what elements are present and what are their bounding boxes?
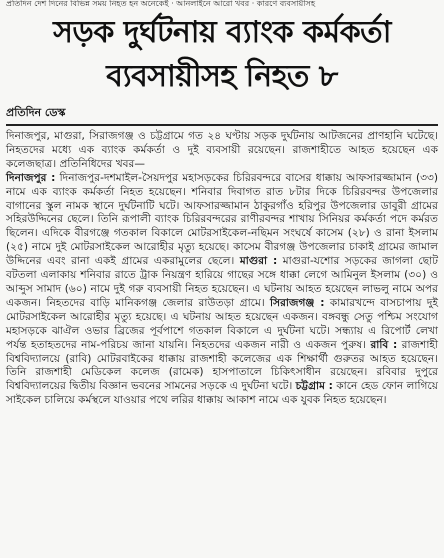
- article-paragraph: [6, 172, 438, 408]
- location-dateline: রাবি :: [370, 338, 398, 351]
- byline: প্রতিদিন ডেস্ক: [6, 106, 66, 119]
- byline-divider: [6, 124, 438, 126]
- cut-off-previous-article-text: প্রতিদিন দেশ দিনের বিভিন্ন সময় নিহত হন অনেকেই · আনলাইনে আরো খবর · কারণে ব্যবসায়ীসহ: [6, 0, 316, 8]
- paragraph-text: কামারখন্দে বাসচাপায় দুই মোটরসাইকেল আরোহীর মৃত্যু হয়েছে। এ ঘটনায় আহত হয়েছেন একজন। বঙ্গবন্ধু সেতু পশ্চিম সংযোগ মহাসড়কে ঝাঐল ওভার ব্রিজের পূর্বপাশে গতকাল বিকালে এ দুর্ঘটনা ঘটে। সন্ধ্যায় এ রিপোর্ট লেখা পর্যন্ত হতাহতদের নাম-পরিচয় জানা যায়নি। নিহতদের একজন নারী ও একজন পুরুষ।: [6, 296, 439, 351]
- location-dateline: মাগুরা :: [239, 255, 278, 268]
- headline-line-1: সড়ক দুর্ঘটনায় ব্যাংক কর্মকর্তা: [53, 15, 391, 50]
- paragraph-text: রাজশাহী বিশ্ববিদ্যালয়ে (রাবি) মোটরবাইকের ধাক্কায় রাজশাহী কলেজের এক শিক্ষার্থী গুরুতর আহত হয়েছেন। তিনি রাজশাহী মেডিকেল কলেজ (রামেক) হাসপাতালে চিকিৎসাধীন রয়েছেন। রবিবার দুপুরে বিশ্ববিদ্যালয়ের দ্বিতীয় বিজ্ঞান ভবনের সামনের সড়কে এ দুর্ঘটনা ঘটে।: [6, 338, 438, 393]
- paragraph-text: মাগুরা-যশোর সড়কের জাগলা ছোট বটতলা এলাকায় শনিবার রাতে ট্রাক নিয়ন্ত্রণ হারিয়ে গাছের সঙ্গে ধাক্কা লেগে আমিনুল ইসলাম (৩০) ও আব্দুস সামাদ (৬০) নামে দুই গরু ব্যবসায়ী নিহত হয়েছেন। এ ঘটনায় আহত হয়েছেন লাভলু নামে অপর একজন। নিহতদের বাড়ি মানিকগঞ্জ জেলার রাউতড়া গ্রামে।: [6, 255, 438, 309]
- location-dateline: সিরাজগঞ্জ :: [270, 296, 325, 309]
- location-dateline: চট্টগ্রাম :: [295, 380, 333, 393]
- headline-line-2: ব্যবসায়ীসহ নিহত ৮: [106, 59, 338, 94]
- paragraph-text: দিনাজপুর, মাগুরা, সিরাজগঞ্জ ও চট্টগ্রামে গত ২৪ ঘণ্টায় সড়ক দুর্ঘটনায় আটজনের প্রাণহানি ঘটেছে। নিহতদের মধ্যে এক ব্যাংক কর্মকর্তা ও দুই ব্যবসায়ী রয়েছেন। রাজশাহীতে আহত হয়েছেন এক কলেজছাত্র। প্রতিনিধিদের খবর—: [6, 130, 438, 170]
- location-dateline: দিনাজপুর :: [6, 171, 56, 184]
- article-body: [6, 130, 438, 408]
- paragraph-text: কানে হেড ফোন লাগিয়ে সাইকেল চালিয়ে কর্মস্থলে যাওয়ার পথে লরির ধাক্কায় আকাশ নামে এক যুবক নিহত হয়েছেন।: [6, 380, 438, 407]
- article-paragraph: [6, 130, 438, 172]
- paragraph-text: দিনাজপুর-দশমাইল-সৈয়দপুর মহাসড়কের চিরিরবন্দরে বাসের ধাক্কায় আফসারজ্জামান (৩৩) নামে এক ব্যাংক কর্মকর্তা নিহত হয়েছেন। শনিবার দিবাগত রাত ৮টার দিকে চিরিরবন্দর উপজেলার বাগানের স্কুল নামক স্থানে দুর্ঘটনাটি ঘটে। আফসারজ্জামান ঠাকুরগাঁও হরিপুর উপজেলার ডাবুরী গ্রামের সহিরউদ্দিনের ছেলে। তিনি রূপালী ব্যাংক চিরিরবন্দরের রাণীরবন্দর শাখায় সিনিয়র কর্মকর্তা পদে কর্মরত ছিলেন। এদিকে বীরগঞ্জে গতকাল বিকালে মোটরসাইকেল-নছিমন সংঘর্ষে কাসেম (২৮) ও রানা ইসলাম (২৫) নামে দুই মোটরসাইকেল আরোহীর মৃত্যু হয়েছে। কাসেম বীরগঞ্জ উপজেলার চাকাই গ্রামের জামাল উদ্দিনের এবং রানা একই গ্রামের একরামুলের ছেলে।: [6, 171, 438, 268]
